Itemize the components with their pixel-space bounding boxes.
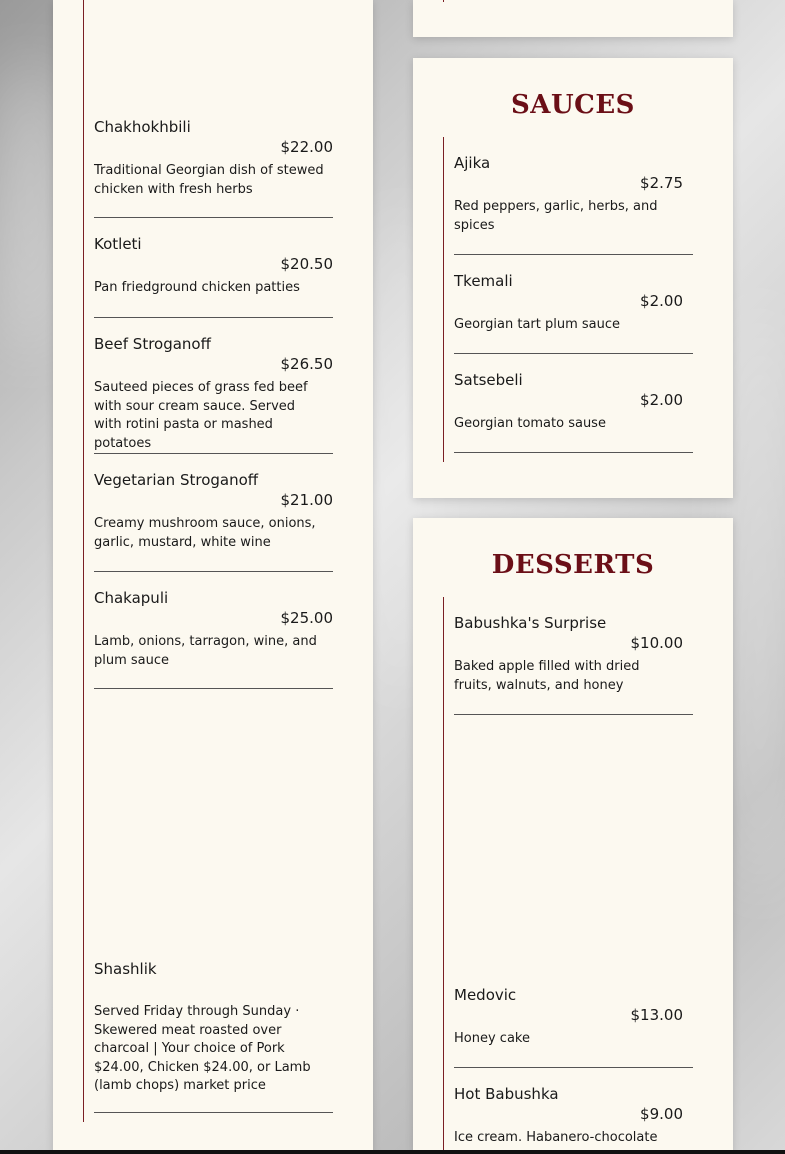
menu-item-name: Medovic xyxy=(454,986,517,1004)
sauces-card xyxy=(413,58,733,498)
item-divider xyxy=(94,688,333,689)
menu-item-name: Vegetarian Stroganoff xyxy=(94,471,259,489)
menu-item-name: Hot Babushka xyxy=(454,1085,559,1103)
menu-item-price: $20.50 xyxy=(280,255,333,273)
menu-item-description: Ice cream. Habanero-chocolate xyxy=(454,1130,658,1145)
item-divider xyxy=(454,714,693,715)
menu-item-name: Satsebeli xyxy=(454,371,523,389)
item-divider xyxy=(454,353,693,354)
menu-item-price: $22.00 xyxy=(280,138,333,156)
previous-section-card xyxy=(413,0,733,37)
menu-item-price: $2.75 xyxy=(640,174,683,192)
menu-item-description: Sauteed pieces of grass fed beef with sour cream sauce. Served with rotini pasta or mashed potatoes xyxy=(94,380,308,451)
item-divider xyxy=(94,453,333,454)
menu-item-name: Kotleti xyxy=(94,235,142,253)
menu-item-name: Tkemali xyxy=(454,272,513,290)
menu-item xyxy=(94,118,333,199)
menu-item-description: Served Friday through Sunday · Skewered meat roasted over charcoal | Your choice of Pork $24.00, Chicken $24.00, or Lamb (lamb chops) market price xyxy=(94,1004,311,1093)
menu-item xyxy=(454,272,683,335)
menu-item-name: Shashlik xyxy=(94,960,157,978)
mains-card xyxy=(53,0,373,1154)
menu-item xyxy=(454,371,683,434)
item-divider xyxy=(94,317,333,318)
menu-item xyxy=(454,1085,683,1148)
menu-item-description: Creamy mushroom sauce, onions, garlic, mustard, white wine xyxy=(94,516,316,550)
item-divider xyxy=(94,217,333,218)
menu-item-price: $26.50 xyxy=(280,355,333,373)
menu-item-description: Honey cake xyxy=(454,1031,530,1046)
item-divider xyxy=(94,1112,333,1113)
card-left-rule xyxy=(443,597,444,1154)
menu-item-price: $10.00 xyxy=(630,634,683,652)
menu-item-price: $2.00 xyxy=(640,391,683,409)
section-title: SAUCES xyxy=(511,90,635,120)
menu-item-name: Beef Stroganoff xyxy=(94,335,211,353)
menu-item xyxy=(94,960,333,1096)
desserts-card xyxy=(413,518,733,1154)
background-decoration xyxy=(0,60,60,360)
menu-item xyxy=(454,154,683,235)
menu-item-description: Pan friedground chicken patties xyxy=(94,280,300,295)
menu-item-price: $13.00 xyxy=(630,1006,683,1024)
menu-item-description: Traditional Georgian dish of stewed chicken with fresh herbs xyxy=(94,163,324,197)
menu-item xyxy=(94,335,333,453)
item-divider xyxy=(94,571,333,572)
menu-item-name: Chakhokhbili xyxy=(94,118,191,136)
menu-item-name: Ajika xyxy=(454,154,491,172)
menu-item-description: Red peppers, garlic, herbs, and spices xyxy=(454,199,658,233)
card-left-rule xyxy=(83,0,84,1122)
background-decoration xyxy=(735,300,785,900)
item-divider xyxy=(454,452,693,453)
menu-item xyxy=(454,614,683,695)
menu-item-price: $2.00 xyxy=(640,292,683,310)
card-left-rule xyxy=(443,137,444,462)
menu-item-description: Lamb, onions, tarragon, wine, and plum sauce xyxy=(94,634,317,668)
menu-item-price: $9.00 xyxy=(640,1105,683,1123)
item-divider xyxy=(454,254,693,255)
section-title: DESSERTS xyxy=(491,550,655,580)
menu-item-description: Georgian tomato sause xyxy=(454,416,606,431)
menu-item-name: Babushka's Surprise xyxy=(454,614,607,632)
menu-item xyxy=(94,589,333,670)
menu-item-name: Chakapuli xyxy=(94,589,169,607)
menu-item xyxy=(94,235,333,298)
menu-item xyxy=(454,986,683,1049)
card-left-rule xyxy=(443,0,444,2)
menu-item-price: $25.00 xyxy=(280,609,333,627)
menu-item-description: Baked apple filled with dried fruits, walnuts, and honey xyxy=(454,659,640,693)
menu-item-price: $21.00 xyxy=(280,491,333,509)
bottom-edge xyxy=(0,1150,785,1154)
menu-item-description: Georgian tart plum sauce xyxy=(454,317,621,332)
item-divider xyxy=(454,1067,693,1068)
menu-item xyxy=(94,471,333,552)
